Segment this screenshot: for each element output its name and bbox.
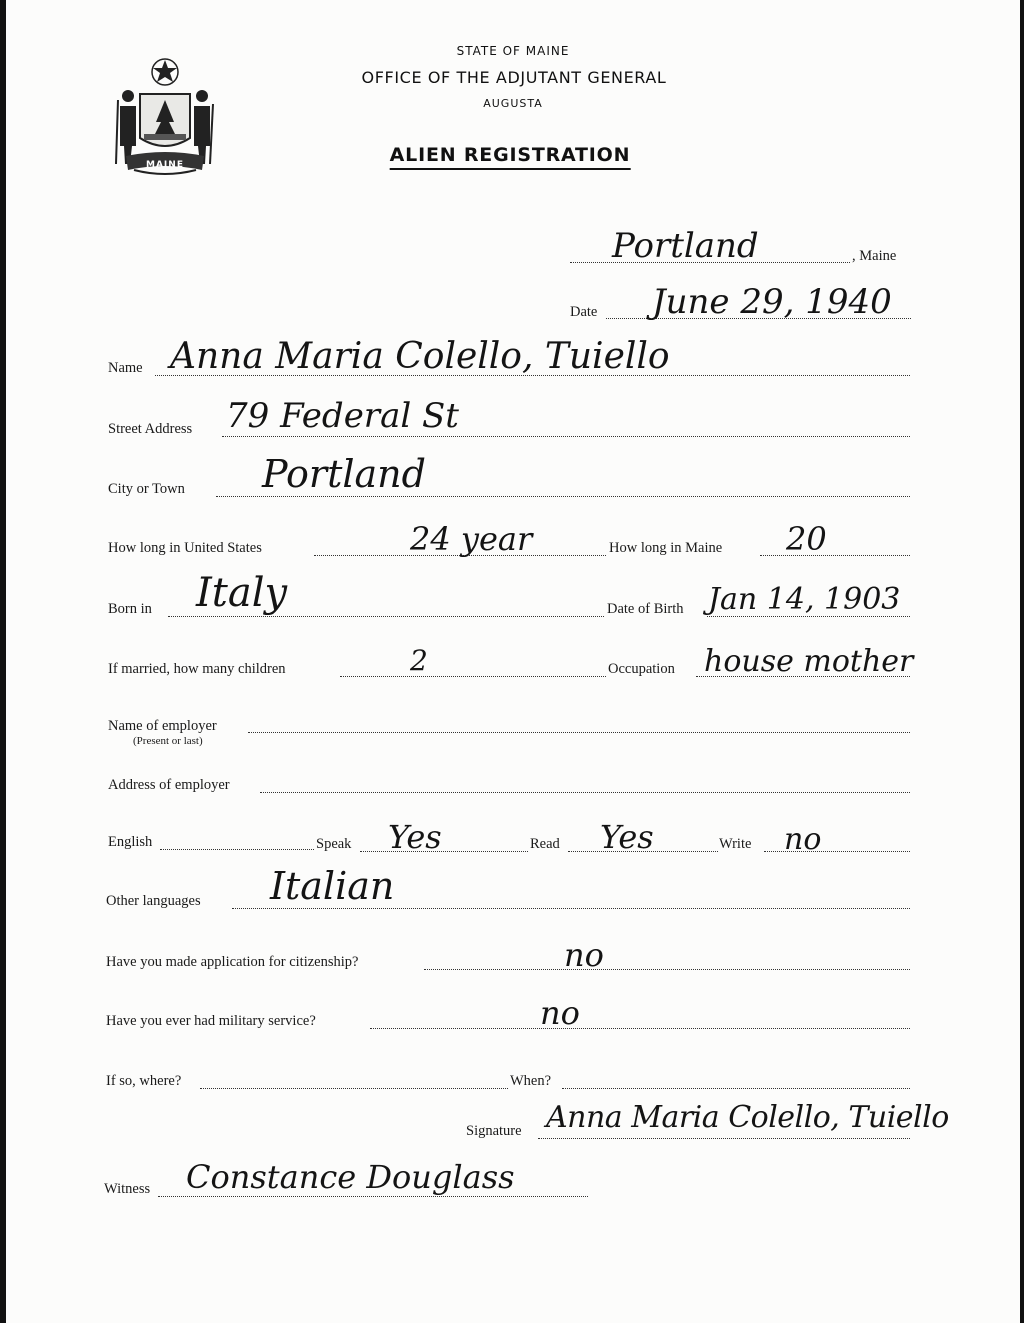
signature-value: Anna Maria Colello, Tuiello [546,1100,949,1135]
witness-line [158,1196,588,1197]
other-languages-value: Italian [270,864,395,908]
place-suffix: , Maine [852,248,897,264]
when-line [562,1088,910,1089]
read-value: Yes [600,818,654,856]
signature-label: Signature [466,1123,522,1139]
date-value: June 29, 1940 [652,282,892,322]
born-in-value: Italy [196,570,288,616]
occupation-value: house mother [704,644,914,679]
city-value: Portland [262,452,426,496]
other-languages-label: Other languages [106,893,201,909]
write-label: Write [719,836,752,852]
name-value: Anna Maria Colello, Tuiello [170,336,670,377]
citizenship-line [424,969,910,970]
date-of-birth-label: Date of Birth [607,601,684,617]
children-line [340,676,606,677]
how-long-us-value: 24 year [410,520,533,558]
street-value: 79 Federal St [226,396,459,436]
speak-line [360,851,528,852]
how-long-us-label: How long in United States [108,540,262,556]
street-label: Street Address [108,421,193,437]
how-long-maine-label: How long in Maine [609,540,723,556]
english-line [160,849,314,850]
speak-value: Yes [388,818,442,856]
citizenship-value: no [564,936,604,974]
other-languages-line [232,908,910,909]
city-label: City or Town [108,481,185,497]
witness-label: Witness [104,1181,151,1197]
employer-name-line [248,732,910,733]
when-label: When? [510,1073,552,1089]
seal-text: MAINE [146,160,184,170]
where-label: If so, where? [106,1073,182,1089]
speak-label: Speak [316,836,352,852]
street-line [222,436,910,437]
english-label: English [108,834,153,850]
military-line [370,1028,910,1029]
date-of-birth-value: Jan 14, 1903 [708,582,901,617]
children-label: If married, how many children [108,661,286,677]
employer-name-sublabel: (Present or last) [133,735,203,747]
registration-form: MAINE STATE OF MAINE OFFICE OF THE ADJUTANT GENERAL AUGUSTA ALIEN REGISTRATION Portland , Maine Date June 29, 1940 Name Anna Maria Colello, Tuiello Street Address 79 Federal St City or Town Portland How long in United States 24 year How long in Maine 20 Born in Italy Date of Birth Jan 14, 1903 If married, how many children 2 Occupation house mother Name of employer (Present or last) Address of employer English Speak Yes Read Yes Write no Other languages Italian Have you made application for citizenship? no Have you ever had military service? no If so, where? When? Signature Anna Maria Colello, Tuiello Witness Constance Douglass [0,0,1024,1323]
employer-address-label: Address of employer [108,777,230,793]
place-value: Portland [612,226,759,266]
date-label: Date [570,304,598,320]
where-line [200,1088,508,1089]
citizenship-label: Have you made application for citizenship? [106,954,359,970]
witness-value: Constance Douglass [186,1158,515,1196]
military-value: no [540,994,580,1032]
write-value: no [784,822,822,857]
signature-line [538,1138,910,1139]
how-long-maine-line [760,555,910,556]
name-label: Name [108,360,143,376]
how-long-maine-value: 20 [786,520,827,558]
city-line [216,496,910,497]
children-value: 2 [410,644,428,677]
military-label: Have you ever had military service? [106,1013,316,1029]
employer-address-line [260,792,910,793]
born-in-label: Born in [108,601,152,617]
read-label: Read [530,836,560,852]
occupation-label: Occupation [608,661,675,677]
born-in-line [168,616,604,617]
employer-name-label: Name of employer [108,718,217,734]
maine-state-seal-icon [112,56,218,184]
